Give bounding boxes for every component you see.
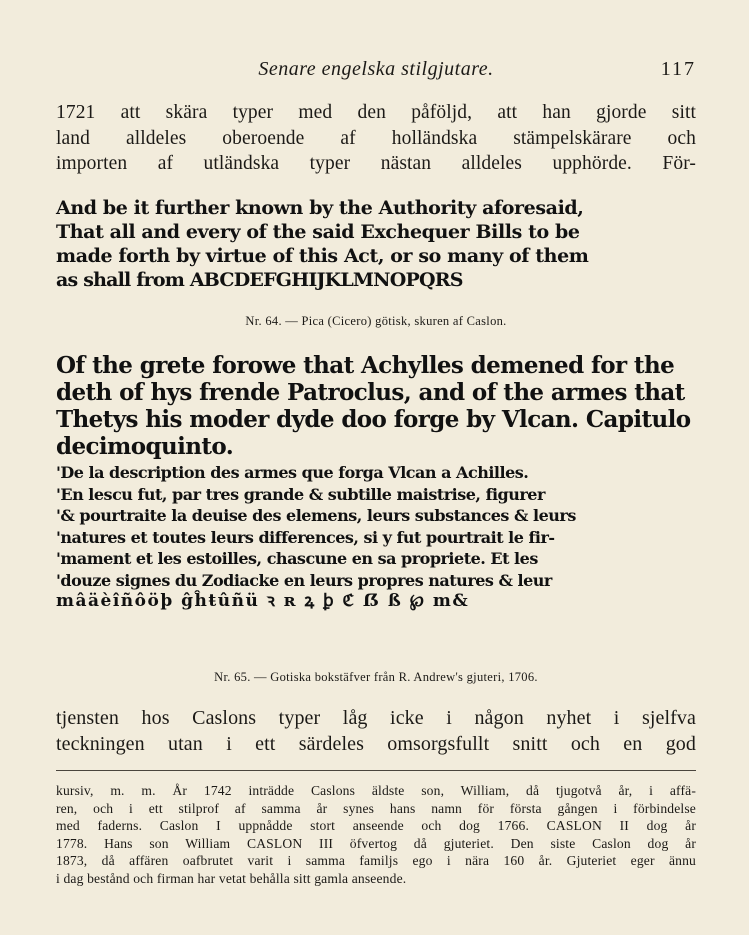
- text-line: land alldeles oberoende af holländska stämpelskärare och: [56, 127, 696, 149]
- specimen-line: made forth by virtue of this Act, or so many of them: [56, 245, 589, 267]
- specimen-line: That all and every of the said Exchequer Bills to be: [56, 221, 580, 243]
- footnote-line: kursiv, m. m. År 1742 inträdde Caslons äldste son, William, då tjugotvå år, i affä-: [56, 783, 696, 798]
- text-line: teckningen utan i ett särdeles omsorgsfullt snitt och en god: [56, 733, 696, 755]
- specimen-65-small-gothic: [56, 462, 696, 613]
- specimen-line: 'natures et toutes leurs differences, si y fut pourtrait le fir-: [56, 527, 555, 547]
- specimen-line: Thetys his moder dyde doo forge by Vlcan. Capitulo: [56, 406, 691, 433]
- caption-nr-65: Nr. 65. — Gotiska bokstäfver från R. Andrew's gjuteri, 1706.: [214, 670, 538, 684]
- specimen-line: 'De la description des armes que forga Vlcan a Achilles.: [56, 463, 529, 482]
- specimen-line: '& pourtraite la deuise des elemens, leurs substances & leurs: [56, 506, 576, 525]
- running-title: Senare engelska stilgjutare.: [258, 58, 494, 80]
- specimen-line: And be it further known by the Authority aforesaid,: [56, 197, 584, 219]
- text-line: tjensten hos Caslons typer låg icke i någon nyhet i sjelfva: [56, 707, 696, 729]
- specimen-line: deth of hys frende Patroclus, and of the armes that: [56, 379, 685, 406]
- specimen-64-pica-gothic: [56, 196, 696, 292]
- footnote-line: ren, och i ett stilprof af samma år synes hans namn för första gången i förbindelse: [56, 800, 696, 816]
- specimen-line: as shall from ABCDEFGHIJKLMNOPQRS: [56, 269, 463, 291]
- caption-nr-64: Nr. 64. — Pica (Cicero) götisk, skuren af Caslon.: [245, 314, 507, 328]
- running-head: [56, 58, 696, 84]
- footnote-line: 1778. Hans son William CASLON III öfvertog då gjuteriet. Den siste Caslon dog år: [56, 835, 696, 851]
- text-line: 1721 att skära typer med den påföljd, att han gjorde sitt: [56, 102, 696, 123]
- footnote-divider: [56, 770, 696, 771]
- footnote: [56, 782, 696, 887]
- footnote-line: i dag bestånd och firman har vetat behålla sitt gamla anseende.: [56, 870, 407, 886]
- specimen-line: 'douze signes du Zodiacke en leurs propres natures & leur: [56, 570, 552, 590]
- specimen-line: Of the grete forowe that Achylles demened for the: [56, 352, 675, 379]
- specimen-ligature-line: mâäèîñôöþ ĝĥŧûñü ꝛ ʀ ꝝ ꝧ ℭ ẞ ß ℘ m&: [56, 591, 470, 611]
- page-number: 117: [660, 58, 696, 80]
- specimen-line: 'mament et les estoilles, chascune en sa propriete. Et les: [56, 549, 538, 568]
- specimen-65-large-gothic: [56, 352, 696, 460]
- specimen-line: 'En lescu fut, par tres grande & subtille maistrise, figurer: [56, 484, 545, 504]
- paragraph-bottom: [56, 705, 696, 757]
- text-line: importen af utländska typer nästan alldeles upphörde. För-: [56, 153, 696, 174]
- footnote-line: 1873, då affären oafbrutet varit i samma familjs ego i nära 160 år. Gjuteriet eger ännu: [56, 853, 696, 868]
- specimen-line: decimoquinto.: [56, 433, 234, 460]
- footnote-line: med faderns. Caslon I uppnådde stort anseende och dog 1766. CASLON II dog år: [56, 818, 696, 833]
- paragraph-top: [56, 100, 696, 177]
